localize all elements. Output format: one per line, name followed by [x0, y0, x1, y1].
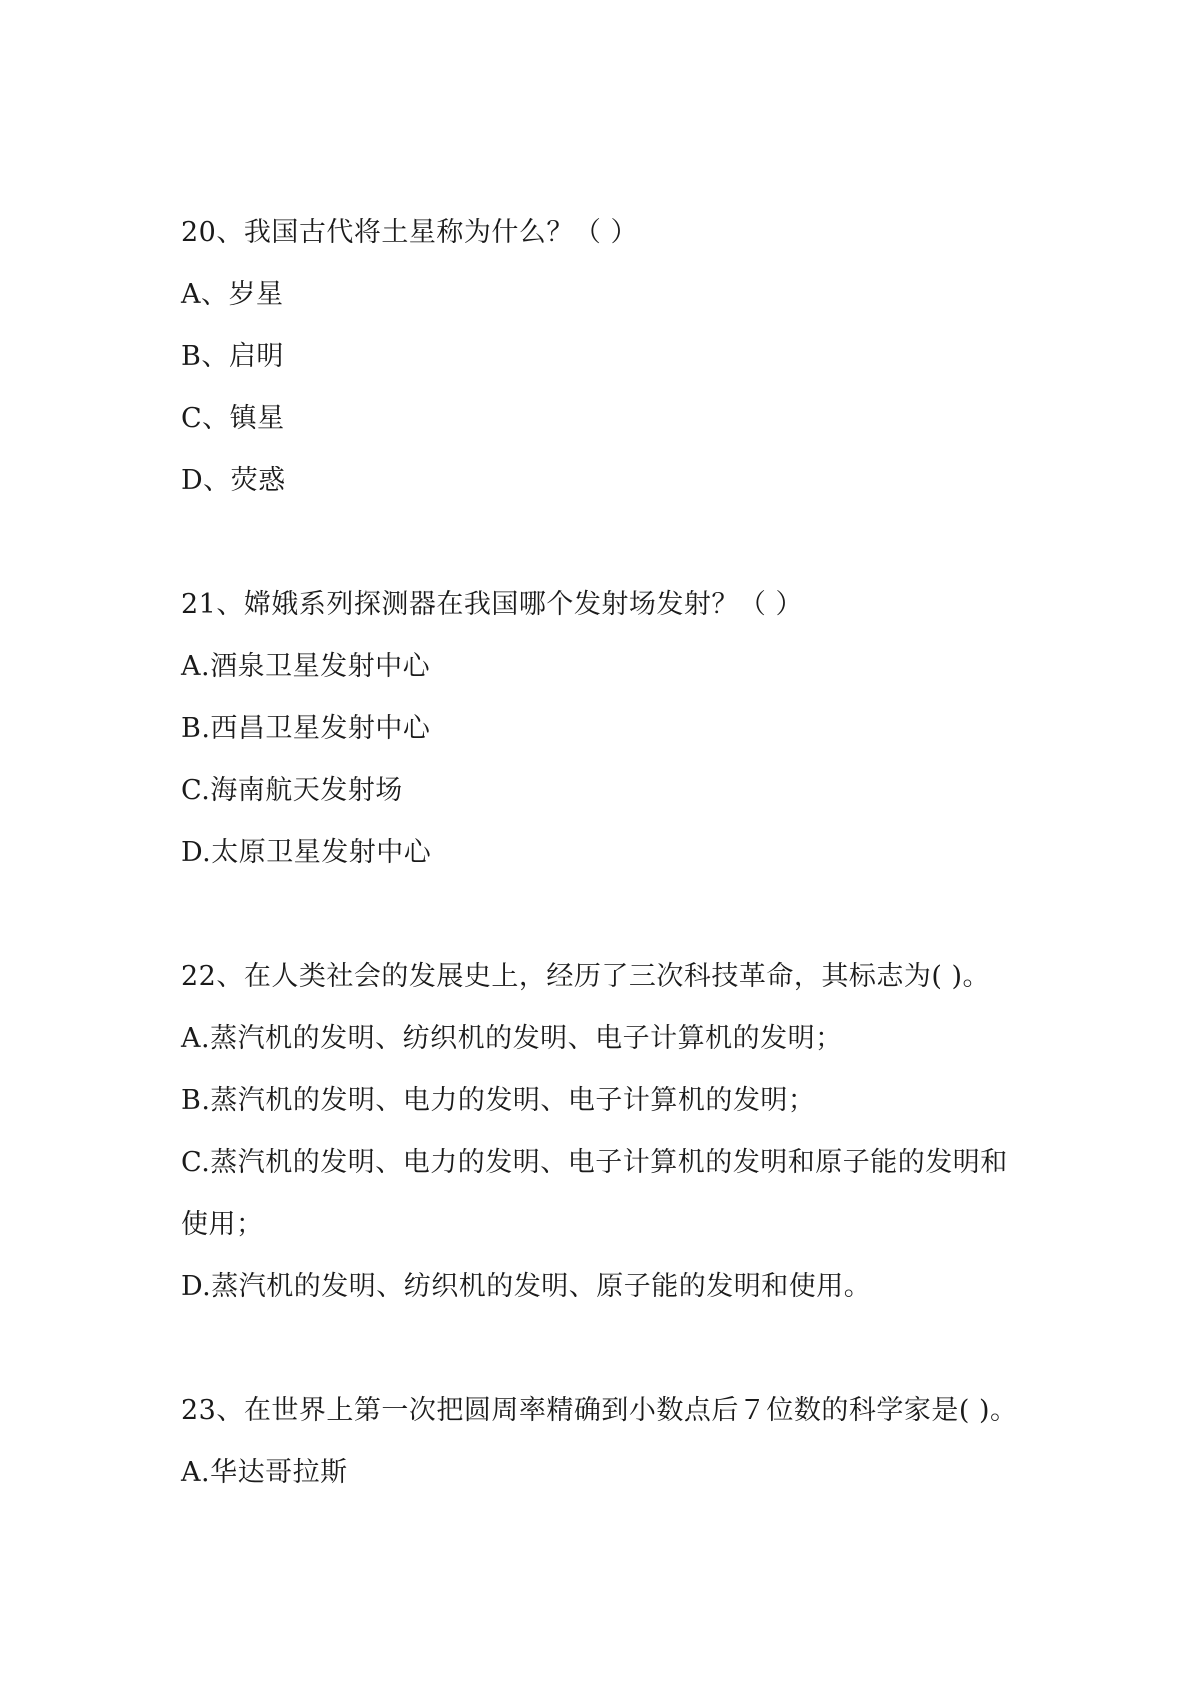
- question-21-stem: 21、嫦娥系列探测器在我国哪个发射场发射？（ ）: [181, 589, 803, 620]
- question-23-option-a: A.华达哥拉斯: [181, 1457, 348, 1488]
- question-20-stem: 20、我国古代将土星称为什么？（ ）: [181, 217, 638, 248]
- question-21-option-b: B.西昌卫星发射中心: [181, 713, 431, 744]
- question-22-option-a: A.蒸汽机的发明、纺织机的发明、电子计算机的发明；: [181, 1023, 843, 1054]
- question-20-option-b: B、启明: [181, 341, 284, 372]
- question-20-option-c: C、镇星: [181, 403, 285, 434]
- question-22-stem: 22、在人类社会的发展史上，经历了三次科技革命，其标志为( )。: [181, 961, 991, 992]
- question-23-stem: 23、在世界上第一次把圆周率精确到小数点后７位数的科学家是( )。: [181, 1395, 1018, 1426]
- question-21-option-d: D.太原卫星发射中心: [181, 837, 432, 868]
- question-22-option-b: B.蒸汽机的发明、电力的发明、电子计算机的发明；: [181, 1085, 816, 1116]
- question-22-option-c-continued: 使用；: [181, 1209, 264, 1240]
- question-20-option-a: A、岁星: [181, 279, 284, 310]
- question-21-option-c: C.海南航天发射场: [181, 775, 403, 806]
- question-21-option-a: A.酒泉卫星发射中心: [181, 651, 431, 682]
- question-22-option-c: C.蒸汽机的发明、电力的发明、电子计算机的发明和原子能的发明和: [181, 1147, 1008, 1178]
- question-22-option-d: D.蒸汽机的发明、纺织机的发明、原子能的发明和使用。: [181, 1271, 872, 1302]
- question-20-option-d: D、荧惑: [181, 465, 286, 496]
